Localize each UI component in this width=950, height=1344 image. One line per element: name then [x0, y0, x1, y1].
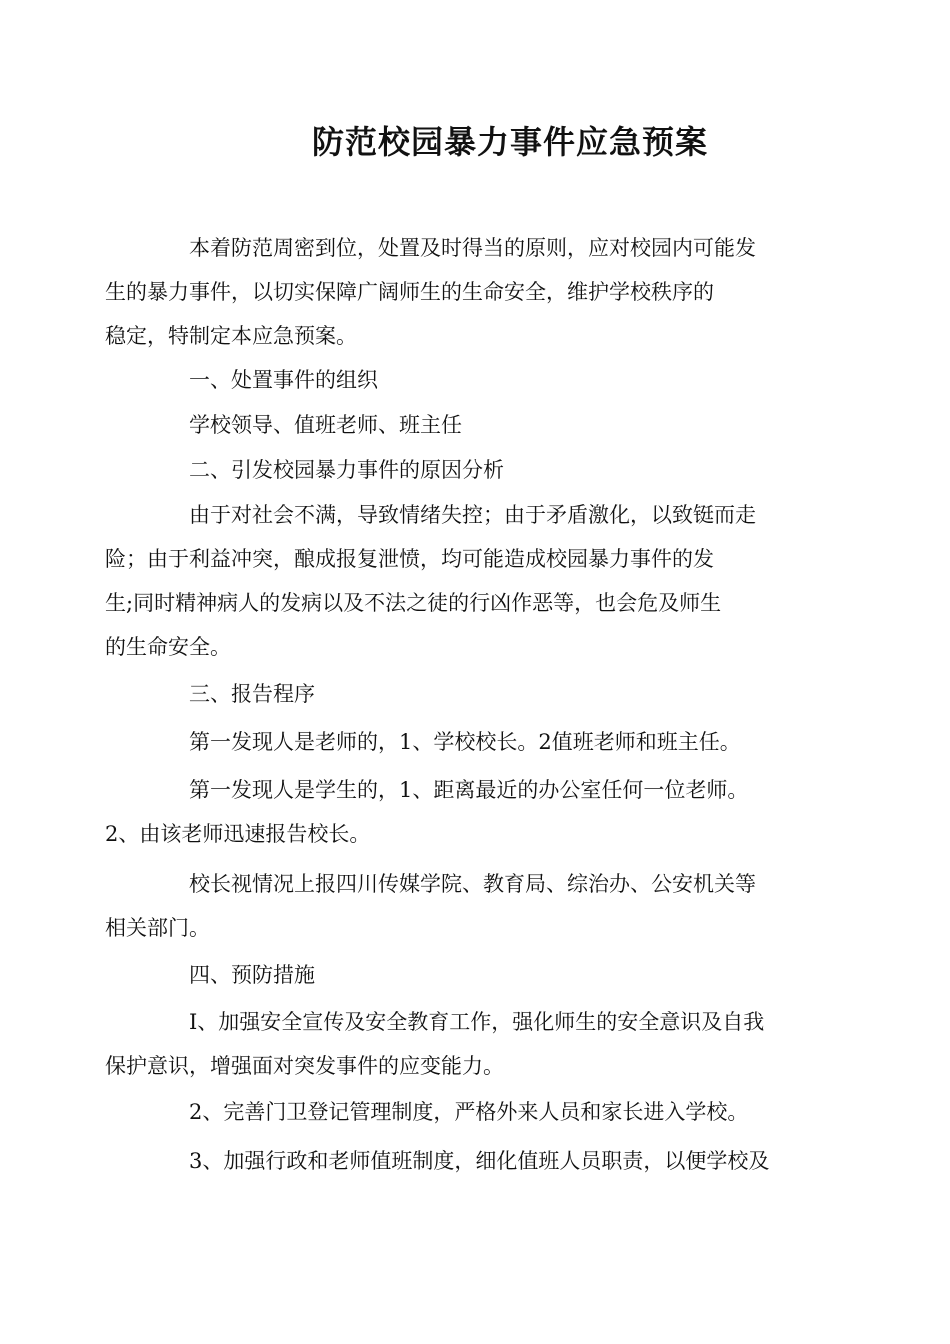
text-line: I、加强安全宣传及安全教育工作，强化师生的安全意识及自我 [189, 1010, 765, 1034]
paragraph-report-teacher [147, 720, 809, 764]
heading-text: 三、报告程序 [189, 682, 315, 706]
heading-text: 二、引发校园暴力事件的原因分析 [189, 458, 504, 482]
text-line: 相关部门。 [105, 916, 210, 940]
section-heading-2 [147, 448, 809, 492]
paragraph-report-principal [105, 862, 809, 950]
section-heading-1 [147, 358, 809, 402]
text-line: 的生命安全。 [105, 635, 231, 659]
text-line: 稳定，特制定本应急预案。 [105, 324, 357, 348]
text-line: 生的暴力事件，以切实保障广阔师生的生命安全，维护学校秩序的 [105, 280, 714, 304]
heading-text: 四、预防措施 [189, 963, 315, 987]
text-line: 生;同时精神病人的发病以及不法之徒的行凶作恶等，也会危及师生 [105, 591, 722, 615]
text-line: 保护意识，增强面对突发事件的应变能力。 [105, 1054, 504, 1078]
paragraph-measure-3 [147, 1139, 809, 1183]
text-line: 学校领导、值班老师、班主任 [189, 413, 462, 437]
paragraph-report-student [105, 768, 809, 856]
text-line: 校长视情况上报四川传媒学院、教育局、综治办、公安机关等 [189, 872, 756, 896]
text-line: 2、完善门卫登记管理制度，严格外来人员和家长进入学校。 [189, 1100, 749, 1124]
paragraph-intro [105, 226, 809, 358]
section-heading-3 [147, 672, 809, 716]
text-line: 险；由于利益冲突，酿成报复泄愤，均可能造成校园暴力事件的发 [105, 547, 714, 571]
paragraph-measure-2 [147, 1090, 809, 1134]
document-title: 防范校园暴力事件应急预案 [311, 123, 708, 161]
text-line: 3、加强行政和老师值班制度，细化值班人员职责，以便学校及 [189, 1149, 770, 1173]
text-line: 第一发现人是老师的，1、学校校长。2值班老师和班主任。 [189, 730, 741, 754]
paragraph-measure-1 [105, 1000, 809, 1088]
text-line: 由于对社会不满，导致情绪失控；由于矛盾激化，以致铤而走 [189, 503, 756, 527]
text-line: 第一发现人是学生的，1、距离最近的办公室任何一位老师。 [189, 778, 749, 802]
paragraph-causes [105, 493, 809, 669]
text-line: 本着防范周密到位，处置及时得当的原则，应对校园内可能发 [189, 236, 756, 260]
heading-text: 一、处置事件的组织 [189, 368, 378, 392]
section-heading-4 [147, 953, 809, 997]
paragraph-organization [147, 403, 809, 447]
text-line: 2、由该老师迅速报告校长。 [105, 822, 371, 846]
